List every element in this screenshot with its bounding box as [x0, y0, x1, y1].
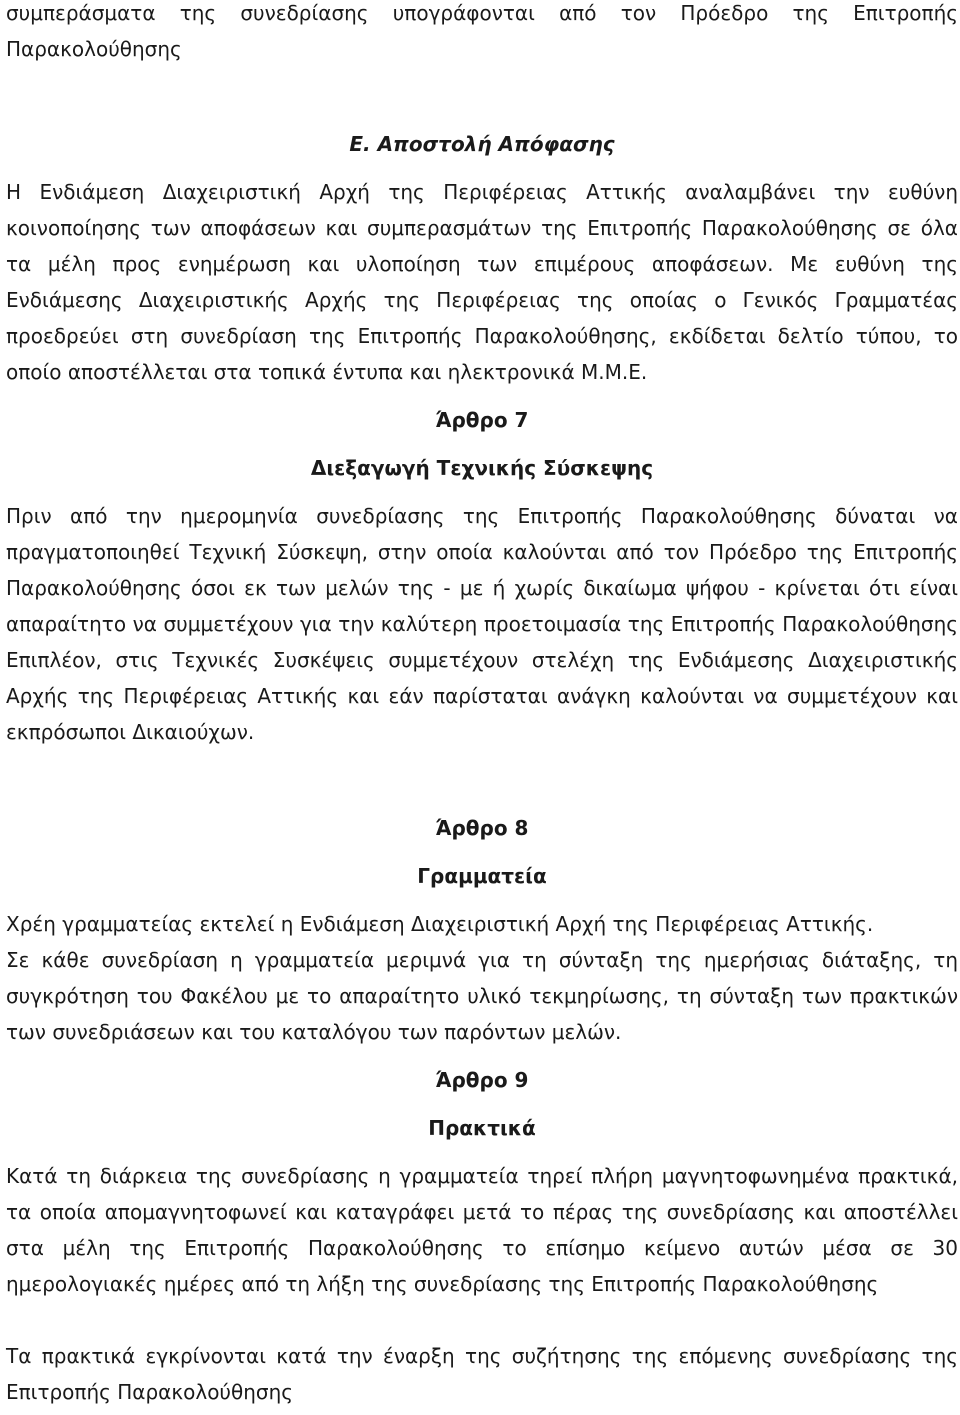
article-8-paragraph-2: Σε κάθε συνεδρίαση η γραμματεία μεριμνά για τη σύνταξη της ημερήσιας διάταξης, τη συγκρότηση του Φακέλου με το απαραίτητο υλικό τεκμηρίωσης, τη σύνταξη των πρακτικών των συνεδριάσεων και του καταλόγου των παρόντων μελών.	[6, 948, 958, 1044]
article-9-paragraph-2: Τα πρακτικά εγκρίνονται κατά την έναρξη της συζήτησης της επόμενης συνεδρίασης της Επιτροπής Παρακολούθησης	[6, 1344, 958, 1404]
section-e-paragraph: Η Ενδιάμεση Διαχειριστική Αρχή της Περιφέρειας Αττικής αναλαμβάνει την ευθύνη κοινοποίησης των αποφάσεων και συμπερασμάτων της Επιτροπής Παρακολούθησης σε όλα τα μέλη προς ενημέρωση και υλοποίηση των επιμέρους αποφάσεων. Με ευθύνη της Ενδιάμεσης Διαχειριστικής Αρχής της Περιφέρειας της οποίας ο Γενικός Γραμματέας προεδρεύει στη συνεδρίαση της Επιτροπής Παρακολούθησης, εκδίδεται δελτίο τύπου, το οποίο αποστέλλεται στα τοπικά έντυπα και ηλεκτρονικά Μ.Μ.Ε.	[6, 180, 958, 384]
article-8-number: Άρθρο 8	[435, 816, 529, 840]
article-9-paragraph-1: Κατά τη διάρκεια της συνεδρίασης η γραμματεία τηρεί πλήρη μαγνητοφωνημένα πρακτικά, τα οποία απομαγνητοφωνεί και καταγράφει μετά το πέρας της συνεδρίασης και αποστέλλει στα μέλη της Επιτροπής Παρακολούθησης το επίσημο κείμενο αυτών μέσα σε 30 ημερολογιακές ημέρες από τη λήξη της συνεδρίασης της Επιτροπής Παρακολούθησης	[6, 1164, 958, 1296]
section-e-title: Ε. Αποστολή Απόφασης	[349, 132, 615, 156]
article-7-title	[6, 450, 958, 486]
article-7-number: Άρθρο 7	[435, 408, 529, 432]
article-8-paragraph-1: Χρέη γραμματείας εκτελεί η Ενδιάμεση Διαχειριστική Αρχή της Περιφέρειας Αττικής.	[6, 912, 874, 936]
article-9-number: Άρθρο 9	[435, 1068, 529, 1092]
article-9-title: Πρακτικά	[428, 1116, 536, 1140]
article-8-title: Γραμματεία	[417, 864, 547, 888]
article-7-paragraph: Πριν από την ημερομηνία συνεδρίασης της Επιτροπής Παρακολούθησης δύναται να πραγματοποιηθεί Τεχνική Σύσκεψη, στην οποία καλούνται από τον Πρόεδρο της Επιτροπής Παρακολούθησης όσοι εκ των μελών της - με ή χωρίς δικαίωμα ψήφου - κρίνεται ότι είναι απαραίτητο να συμμετέχουν για την καλύτερη προετοιμασία της Επιτροπής Παρακολούθησης Επιπλέον, στις Τεχνικές Συσκέψεις συμμετέχουν στελέχη της Ενδιάμεσης Διαχειριστικής Αρχής της Περιφέρειας Αττικής και εάν παρίσταται ανάγκη καλούνται να συμμετέχουν και εκπρόσωποι Δικαιούχων.	[6, 504, 958, 744]
intro-paragraph: συμπεράσματα της συνεδρίασης υπογράφονται από τον Πρόεδρο της Επιτροπής Παρακολούθησης	[6, 1, 958, 61]
article-7-title-text: Διεξαγωγή Τεχνικής Σύσκεψης	[310, 456, 654, 480]
